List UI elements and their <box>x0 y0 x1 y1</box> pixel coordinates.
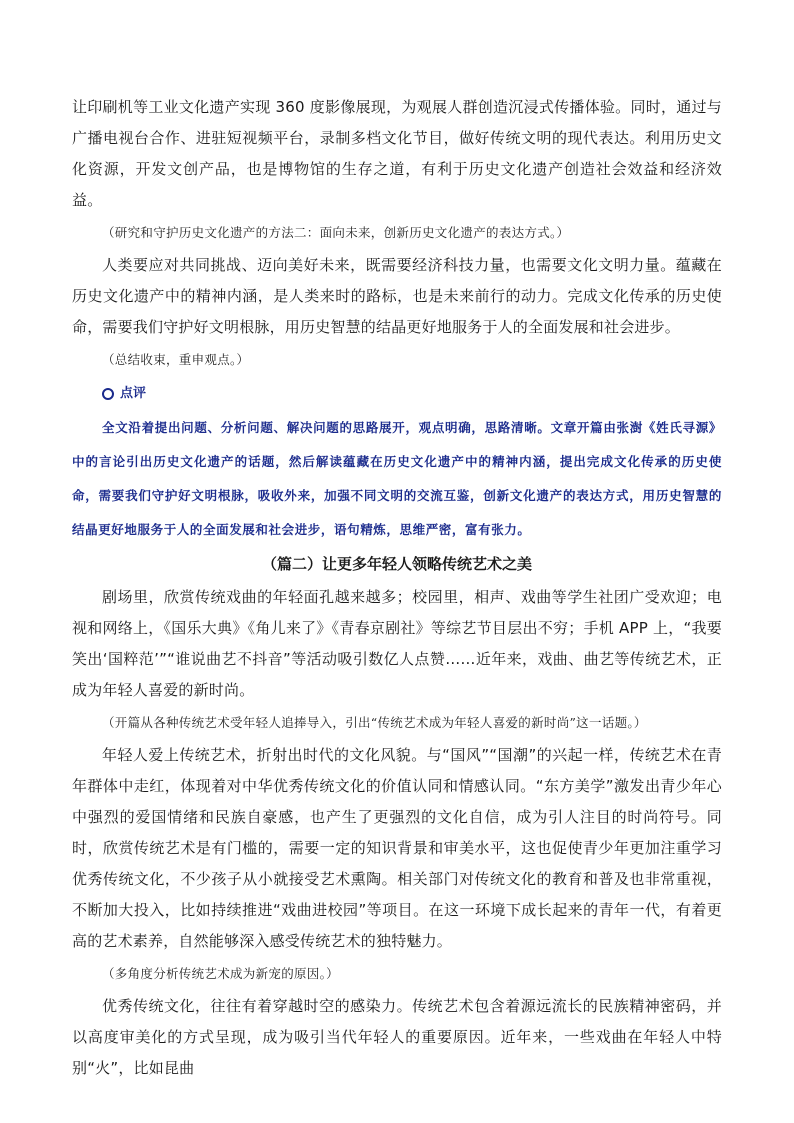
review-label: 点评 <box>120 386 147 401</box>
body-paragraph: 剧场里，欣赏传统戏曲的年轻面孔越来越多；校园里，相声、戏曲等学生社团广受欢迎；电视和网络上，《国乐大典》《角儿来了》《青春京剧社》等综艺节目层出不穷；手机 APP 上，“我要笑出‘国粹范’”“谁说曲艺不抖音”等活动吸引数亿人点赞……近年来，戏曲、曲艺等传统艺术，正成为年轻人喜爱的新时尚。 <box>72 588 722 699</box>
body-paragraph: 人类要应对共同挑战、迈向美好未来，既需要经济科技力量，也需要文化文明力量。蕴藏在历史文化遗产中的精神内涵，是人类来时的路标，也是未来前行的动力。完成文化传承的历史使命，需要我们守护好文明根脉，用历史智慧的结晶更好地服务于人的全面发展和社会进步。 <box>72 256 722 336</box>
document-page <box>72 92 722 1084</box>
circle-bullet-icon <box>102 388 114 400</box>
annotation-note: （研究和守护历史文化遗产的方法二：面向未来，创新历史文化遗产的表达方式。） <box>102 225 570 240</box>
body-paragraph: 年轻人爱上传统艺术，折射出时代的文化风貌。与“国风”“国潮”的兴起一样，传统艺术在青年群体中走红，体现着对中华优秀传统文化的价值认同和情感认同。“东方美学”激发出青少年心中强烈的爱国情绪和民族自豪感，也产生了更强烈的文化自信，成为引人注目的时尚符号。同时，欣赏传统艺术是有门槛的，需要一定的知识背景和审美水平，这也促使青少年更加注重学习优秀传统文化，不少孩子从小就接受艺术熏陶。相关部门对传统文化的教育和普及也非常重视，不断加大投入，比如持续推进“戏曲进校园”等项目。在这一环境下成长起来的青年一代，有着更高的艺术素养，自然能够深入感受传统艺术的独特魅力。 <box>72 746 722 950</box>
review-paragraph: 全文沿着提出问题、分析问题、解决问题的思路展开，观点明确，思路清晰。文章开篇由张澍《姓氏寻源》中的言论引出历史文化遗产的话题，然后解读蕴藏在历史文化遗产中的精神内涵，提出完成文化传承的历史使命，需要我们守护好文明根脉，吸收外来，加强不同文明的交流互鉴，创新文化遗产的表达方式，用历史智慧的结晶更好地服务于人的全面发展和社会进步，语句精炼，思维严密，富有张力。 <box>72 420 722 537</box>
review-heading <box>102 379 722 409</box>
section-title: （篇二）让更多年轻人领略传统艺术之美 <box>261 555 532 573</box>
body-paragraph: 优秀传统文化，往往有着穿越时空的感染力。传统艺术包含着源远流长的民族精神密码，并以高度审美化的方式呈现，成为吸引当代年轻人的重要原因。近年来，一些戏曲在年轻人中特别“火”，比如昆曲 <box>72 997 722 1077</box>
annotation-note: （开篇从各种传统艺术受年轻人追捧导入，引出“传统艺术成为年轻人喜爱的新时尚”这一话题。） <box>102 715 647 730</box>
annotation-note: （多角度分析传统艺术成为新宠的原因。） <box>102 966 339 981</box>
body-paragraph: 让印刷机等工业文化遗产实现 360 度影像展现，为观展人群创造沉浸式传播体验。同时，通过与广播电视台合作、进驻短视频平台，录制多档文化节目，做好传统文明的现代表达。利用历史文化资源，开发文创产品，也是博物馆的生存之道，有利于历史文化遗产创造社会效益和经济效益。 <box>72 98 722 209</box>
annotation-note: （总结收束，重申观点。） <box>102 352 250 367</box>
